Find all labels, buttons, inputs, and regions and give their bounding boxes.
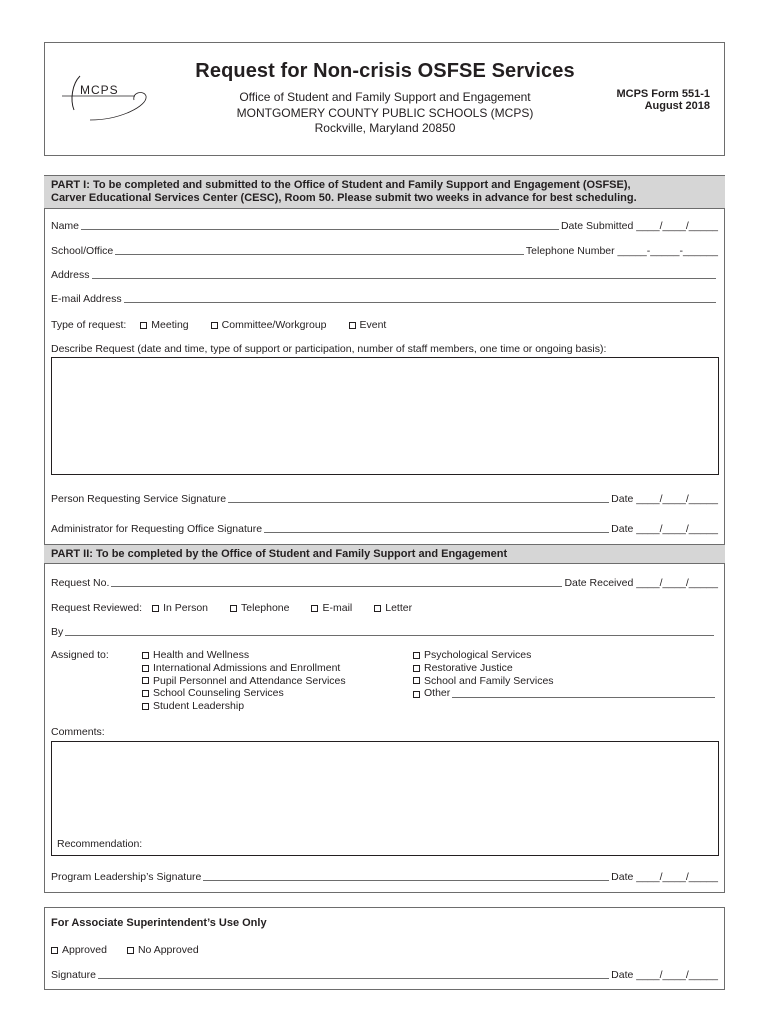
checkbox-icon[interactable] — [152, 605, 159, 612]
date-received-label[interactable]: Date Received ____/____/_____ — [564, 577, 718, 589]
office-name: Office of Student and Family Support and Engagement — [239, 90, 531, 104]
type-event-option[interactable]: Event — [349, 319, 387, 331]
address-row[interactable] — [51, 267, 718, 281]
approval-row — [51, 942, 718, 956]
requester-signature-label: Person Requesting Service Signature — [51, 493, 227, 505]
type-meeting-option[interactable]: Meeting — [140, 319, 188, 331]
checkbox-icon[interactable] — [142, 677, 149, 684]
by-field[interactable] — [65, 634, 714, 636]
recommendation-label: Recommendation: — [57, 838, 143, 850]
leadership-date[interactable]: Date ____/____/_____ — [611, 871, 718, 883]
checkbox-icon[interactable] — [413, 665, 420, 672]
request-no-label: Request No. — [51, 577, 110, 589]
city-address: Rockville, Maryland 20850 — [314, 121, 456, 135]
checkbox-icon[interactable] — [140, 322, 147, 329]
telephone-label[interactable]: Telephone Number _____-_____-______ — [525, 245, 718, 257]
checkbox-icon[interactable] — [127, 947, 134, 954]
reviewed-row — [51, 600, 718, 614]
assigned-health-option[interactable]: Health and Wellness — [142, 649, 346, 662]
checkbox-icon[interactable] — [142, 703, 149, 710]
address-field[interactable] — [92, 277, 716, 279]
approved-option[interactable]: Approved — [51, 944, 107, 956]
requester-date[interactable]: Date ____/____/_____ — [611, 493, 718, 505]
checkbox-icon[interactable] — [142, 690, 149, 697]
reviewed-label: Request Reviewed: — [51, 602, 143, 614]
associate-signature-row[interactable] — [51, 967, 718, 981]
assigned-label: Assigned to: — [51, 649, 109, 661]
describe-request-box[interactable] — [51, 357, 719, 475]
request-no-field[interactable] — [111, 585, 562, 587]
admin-signature-field[interactable] — [264, 531, 609, 533]
request-no-row[interactable] — [51, 575, 718, 589]
assigned-psychological-option[interactable]: Psychological Services — [413, 649, 717, 662]
leadership-signature-field[interactable] — [203, 879, 609, 881]
address-label: Address — [51, 269, 90, 281]
assigned-international-option[interactable]: International Admissions and Enrollment — [142, 662, 346, 675]
logo-text: MCPS — [80, 83, 119, 97]
assigned-restorative-option[interactable]: Restorative Justice — [413, 662, 717, 675]
email-row[interactable] — [51, 291, 718, 305]
reviewed-letter-option[interactable]: Letter — [374, 602, 412, 614]
reviewed-telephone-option[interactable]: Telephone — [230, 602, 289, 614]
checkbox-icon[interactable] — [413, 691, 420, 698]
form-date: August 2018 — [644, 100, 710, 112]
admin-signature-label: Administrator for Requesting Office Signature — [51, 523, 263, 535]
checkbox-icon[interactable] — [413, 652, 420, 659]
school-field[interactable] — [115, 253, 524, 255]
by-row[interactable] — [51, 624, 716, 638]
assigned-other-option[interactable]: Other — [413, 687, 717, 700]
checkbox-icon[interactable] — [413, 677, 420, 684]
form-number: MCPS Form 551-1 — [616, 88, 710, 100]
form-title: Request for Non-crisis OSFSE Services — [195, 60, 575, 82]
checkbox-icon[interactable] — [374, 605, 381, 612]
checkbox-icon[interactable] — [230, 605, 237, 612]
associate-signature-label: Signature — [51, 969, 96, 981]
checkbox-icon[interactable] — [51, 947, 58, 954]
name-label: Name — [51, 220, 80, 232]
leadership-signature-row[interactable] — [51, 869, 718, 883]
reviewed-email-option[interactable]: E-mail — [311, 602, 352, 614]
district-name: MONTGOMERY COUNTY PUBLIC SCHOOLS (MCPS) — [236, 106, 534, 120]
reviewed-in-person-option[interactable]: In Person — [152, 602, 208, 614]
requester-signature-row[interactable] — [51, 491, 718, 505]
associate-heading: For Associate Superintendent’s Use Only — [51, 917, 267, 929]
email-field[interactable] — [124, 301, 716, 303]
type-label: Type of request: — [51, 319, 127, 331]
checkbox-icon[interactable] — [349, 322, 356, 329]
other-field[interactable] — [452, 696, 715, 698]
part1-heading: PART I: To be completed and submitted to the Office of Student and Family Support and Engagement (OSFSE), Carver Educational Services Center (CESC), Room 50. Please submit two weeks in advance for best scheduling. — [44, 175, 725, 209]
comments-box[interactable] — [51, 741, 719, 856]
school-row[interactable] — [51, 243, 718, 257]
checkbox-icon[interactable] — [311, 605, 318, 612]
name-row[interactable] — [51, 218, 718, 232]
checkbox-icon[interactable] — [211, 322, 218, 329]
admin-date[interactable]: Date ____/____/_____ — [611, 523, 718, 535]
comments-label: Comments: — [51, 726, 105, 738]
requester-signature-field[interactable] — [228, 501, 609, 503]
by-label: By — [51, 626, 64, 638]
checkbox-icon[interactable] — [142, 665, 149, 672]
assigned-leadership-option[interactable]: Student Leadership — [142, 700, 346, 713]
associate-signature-field[interactable] — [98, 977, 609, 979]
admin-signature-row[interactable] — [51, 521, 718, 535]
not-approved-option[interactable]: No Approved — [127, 944, 199, 956]
type-row — [51, 317, 718, 331]
type-committee-option[interactable]: Committee/Workgroup — [211, 319, 327, 331]
checkbox-icon[interactable] — [142, 652, 149, 659]
part2-heading: PART II: To be completed by the Office of Student and Family Support and Engagement — [44, 544, 725, 564]
name-field[interactable] — [81, 228, 559, 230]
assigned-counseling-option[interactable]: School Counseling Services — [142, 687, 346, 700]
school-label: School/Office — [51, 245, 114, 257]
assigned-right-list — [413, 649, 717, 700]
describe-label: Describe Request (date and time, type of support or participation, number of staff members, one time or ongoing basis): — [51, 343, 607, 355]
date-submitted-label[interactable]: Date Submitted ____/____/_____ — [560, 220, 718, 232]
assigned-pupil-personnel-option[interactable]: Pupil Personnel and Attendance Services — [142, 675, 346, 688]
associate-date[interactable]: Date ____/____/_____ — [611, 969, 718, 981]
assigned-left-list — [142, 649, 346, 713]
assigned-school-family-option[interactable]: School and Family Services — [413, 675, 717, 688]
mcps-logo — [60, 70, 155, 125]
email-label: E-mail Address — [51, 293, 122, 305]
leadership-signature-label: Program Leadership’s Signature — [51, 871, 202, 883]
